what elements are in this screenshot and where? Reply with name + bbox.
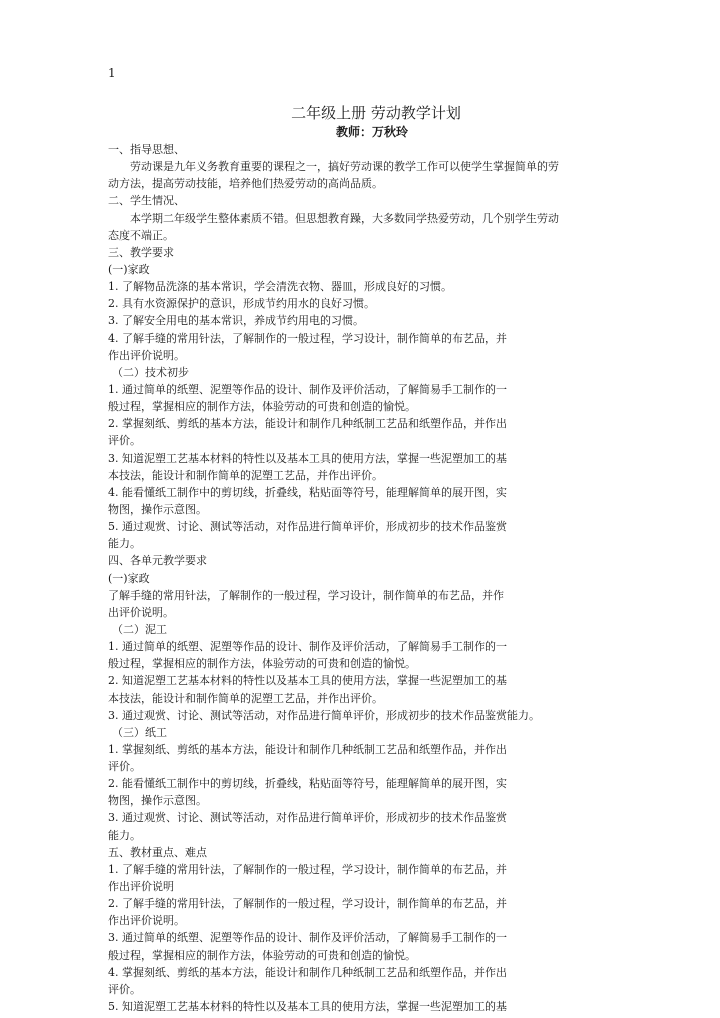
teacher-name: 教师：万秋玲 [335, 125, 408, 139]
text-line: 1. 通过简单的纸塑、泥塑等作品的设计、制作及评价活动，了解简易手工制作的一 [108, 640, 507, 654]
text-line: 般过程，掌握相应的制作方法，体验劳动的可贵和创造的愉悦。 [108, 400, 416, 414]
text-line: 二、学生情况、 [108, 194, 185, 208]
text-line: 2. 知道泥塑工艺基本材料的特性以及基本工具的使用方法，掌握一些泥塑加工的基 [108, 674, 507, 688]
text-line: 3. 通过观赏、讨论、测试等活动，对作品进行简单评价，形成初步的技术作品鉴赏能力。 [108, 708, 540, 722]
text-line: (一)家政 [108, 571, 150, 585]
text-line: 五、教材重点、难点 [108, 845, 207, 859]
text-line: （二）泥工 [112, 622, 167, 636]
page-number: 1 [108, 66, 116, 80]
document-body [108, 141, 618, 1015]
text-line: (一)家政 [108, 262, 150, 276]
text-line: 作出评价说明。 [108, 914, 185, 928]
text-line: 本技法，能设计和制作简单的泥塑工艺品，并作出评价。 [108, 691, 383, 705]
text-line: 5. 通过观赏、讨论、测试等活动，对作品进行简单评价，形成初步的技术作品鉴赏 [108, 520, 507, 534]
text-line: 2. 掌握刻纸、剪纸的基本方法，能设计和制作几种纸制工艺品和纸塑作品，并作出 [108, 417, 507, 431]
text-line: 评价。 [108, 760, 141, 774]
text-line: 3. 知道泥塑工艺基本材料的特性以及基本工具的使用方法，掌握一些泥塑加工的基 [108, 451, 507, 465]
text-line: 劳动课是九年义务教育重要的课程之一，搞好劳动课的教学工作可以使学生掌握简单的劳 [130, 160, 559, 174]
text-line: 4. 了解手缝的常用针法，了解制作的一般过程，学习设计，制作简单的布艺品，并 [108, 331, 507, 345]
text-line: 物图，操作示意图。 [108, 502, 207, 516]
text-line: 四、各单元教学要求 [108, 554, 207, 568]
text-line: 4. 掌握刻纸、剪纸的基本方法，能设计和制作几种纸制工艺品和纸塑作品，并作出 [108, 965, 507, 979]
text-line: （二）技术初步 [112, 365, 189, 379]
text-line: 评价。 [108, 982, 141, 996]
text-line: 般过程，掌握相应的制作方法，体验劳动的可贵和创造的愉悦。 [108, 948, 416, 962]
text-line: 3. 通过观赏、讨论、测试等活动，对作品进行简单评价，形成初步的技术作品鉴赏 [108, 811, 507, 825]
text-line: 3. 通过简单的纸塑、泥塑等作品的设计、制作及评价活动，了解简易手工制作的一 [108, 931, 507, 945]
text-line: （三）纸工 [112, 725, 167, 739]
text-line: 评价。 [108, 434, 141, 448]
text-line: 2. 具有水资源保护的意识，形成节约用水的良好习惯。 [108, 297, 375, 311]
text-line: 了解手缝的常用针法，了解制作的一般过程，学习设计，制作简单的布艺品，并作 [108, 588, 504, 602]
text-line: 一、指导思想、 [108, 143, 185, 156]
text-line: 1. 掌握刻纸、剪纸的基本方法，能设计和制作几种纸制工艺品和纸塑作品，并作出 [108, 742, 507, 756]
text-line: 5. 知道泥塑工艺基本材料的特性以及基本工具的使用方法，掌握一些泥塑加工的基 [108, 1000, 507, 1014]
text-line: 态度不端正。 [108, 228, 174, 242]
text-line: 本技法，能设计和制作简单的泥塑工艺品，并作出评价。 [108, 468, 383, 482]
text-line: 般过程，掌握相应的制作方法，体验劳动的可贵和创造的愉悦。 [108, 657, 416, 671]
text-line: 出评价说明。 [108, 605, 174, 619]
text-line: 作出评价说明。 [108, 348, 185, 362]
text-line: 2. 能看懂纸工制作中的剪切线，折叠线，粘贴面等符号，能理解简单的展开图，实 [108, 777, 507, 791]
text-line: 作出评价说明 [108, 880, 174, 894]
text-line: 2. 了解手缝的常用针法，了解制作的一般过程，学习设计，制作简单的布艺品，并 [108, 897, 507, 911]
text-line: 本学期二年级学生整体素质不错。但思想教育躁，大多数同学热爱劳动，几个别学生劳动 [130, 211, 559, 225]
text-line: 三、教学要求 [108, 245, 174, 259]
text-line: 物图，操作示意图。 [108, 794, 207, 808]
text-line: 4. 能看懂纸工制作中的剪切线，折叠线，粘贴面等符号，能理解简单的展开图，实 [108, 485, 507, 499]
text-line: 动方法，提高劳动技能，培养他们热爱劳动的高尚品质。 [108, 177, 383, 191]
text-line: 能力。 [108, 828, 141, 842]
text-line: 1. 了解物品洗涤的基本常识，学会清洗衣物、器皿，形成良好的习惯。 [108, 280, 452, 294]
text-line: 3. 了解安全用电的基本常识，养成节约用电的习惯。 [108, 314, 364, 328]
document-title: 二年级上册 劳动教学计划 [291, 104, 461, 122]
text-line: 1. 了解手缝的常用针法，了解制作的一般过程，学习设计，制作简单的布艺品，并 [108, 862, 507, 876]
text-line: 能力。 [108, 537, 141, 551]
text-line: 1. 通过简单的纸塑、泥塑等作品的设计、制作及评价活动，了解简易手工制作的一 [108, 382, 507, 396]
